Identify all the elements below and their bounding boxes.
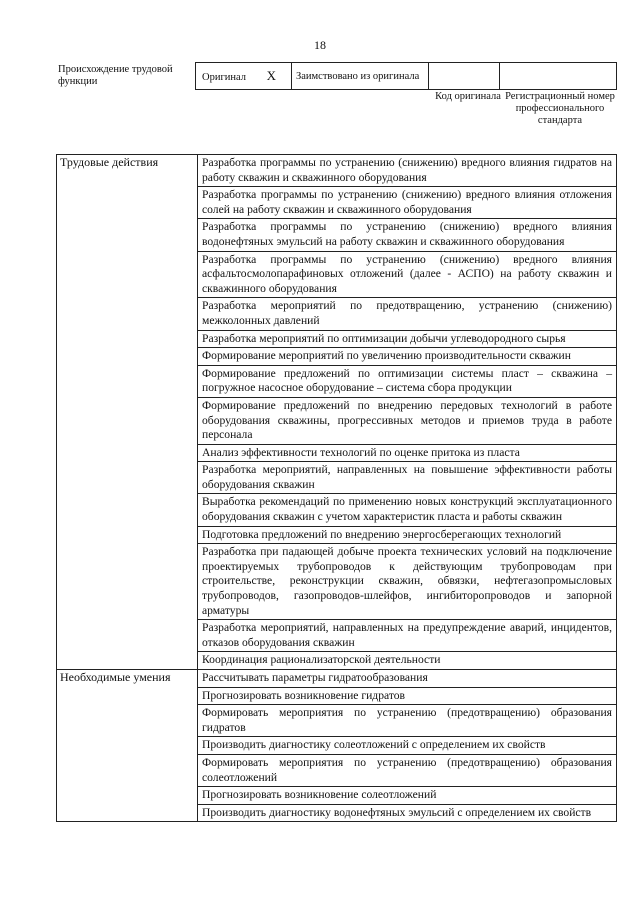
list-item: Формирование предложений по оптимизации системы пласт – скважина – погружное насосное оборудование – система сбора продукции	[198, 366, 616, 398]
list-item: Рассчитывать параметры гидратообразования	[198, 670, 616, 688]
list-item: Прогнозировать возникновение гидратов	[198, 688, 616, 706]
list-item: Выработка рекомендаций по применению новых конструкций эксплуатационного оборудования скважин с учетом характеристик пласта и работы скважин	[198, 494, 616, 526]
list-item: Разработка мероприятий по оптимизации добычи углеводородного сырья	[198, 331, 616, 349]
list-item: Формирование мероприятий по увеличению производительности скважин	[198, 348, 616, 366]
list-item: Разработка мероприятий, направленных на повышение эффективности работы оборудования скважин	[198, 462, 616, 494]
original-mark: X	[266, 67, 277, 83]
list-item: Разработка мероприятий по предотвращению, устранению (снижению) межколонных давлений	[198, 298, 616, 330]
list-item: Производить диагностику водонефтяных эмульсий с определением их свойств	[202, 805, 592, 819]
section-row	[57, 670, 617, 822]
code-cell	[429, 63, 500, 90]
list-item: Разработка программы по устранению (снижению) вредного влияния водонефтяных эмульсий на работу скважин и скважинного оборудования	[198, 219, 616, 251]
list-item: Формирование предложений по внедрению передовых технологий в работе оборудования скважины, прогрессивных методов и приемов труда в работе персонала	[198, 398, 616, 445]
list-item: Производить диагностику солеотложений с определением их свойств	[198, 737, 616, 755]
page-number: 18	[314, 38, 326, 52]
section-heading: Трудовые действия	[57, 155, 198, 670]
list-item: Разработка программы по устранению (снижению) вредного влияния асфальтосмолопарафиновых отложений (далее - АСПО) на работу скважин и скважинного оборудования	[198, 252, 616, 299]
section-items	[198, 670, 617, 822]
list-item: Подготовка предложений по внедрению энергосберегающих технологий	[198, 527, 616, 545]
list-item: Анализ эффективности технологий по оценке притока из пласта	[198, 445, 616, 463]
section-items	[198, 155, 617, 670]
list-item: Разработка программы по устранению (снижению) вредного влияния гидратов на работу скважин и скважинного оборудования	[198, 155, 616, 187]
list-item: Формировать мероприятия по устранению (предотвращению) образования солеотложений	[198, 755, 616, 787]
reg-caption: Регистрационный номер профессионального стандарта	[505, 91, 615, 126]
list-item: Разработка при падающей добыче проекта технических условий на подключение проектируемых трубопроводов к действующим трубопроводам при строительстве, реконструкции скважин, обвязки, нефтегазопромысловых трубопроводов, газопроводов-шлейфов, ингибиторопроводов и запорной арматуры	[198, 544, 616, 620]
list-item: Координация рационализаторской деятельности	[202, 653, 441, 667]
origin-table	[195, 62, 617, 90]
original-label: Оригинал	[202, 71, 246, 83]
section-row	[57, 155, 617, 670]
section-heading: Необходимые умения	[57, 670, 198, 822]
list-item: Разработка программы по устранению (снижению) вредного влияния отложения солей на работу скважин и скважинного оборудования	[198, 187, 616, 219]
list-item: Формировать мероприятия по устранению (предотвращению) образования гидратов	[198, 705, 616, 737]
list-item: Разработка мероприятий, направленных на предупреждение аварий, инцидентов, отказов оборудования скважин	[198, 620, 616, 652]
reg-number-cell	[500, 63, 617, 90]
borrowed-cell: Заимствовано из оригинала	[292, 63, 429, 90]
code-caption: Код оригинала	[435, 91, 501, 102]
function-table	[56, 154, 617, 822]
original-cell	[196, 63, 292, 90]
list-item: Прогнозировать возникновение солеотложений	[198, 787, 616, 805]
origin-label: Происхождение трудовой функции	[58, 64, 173, 87]
